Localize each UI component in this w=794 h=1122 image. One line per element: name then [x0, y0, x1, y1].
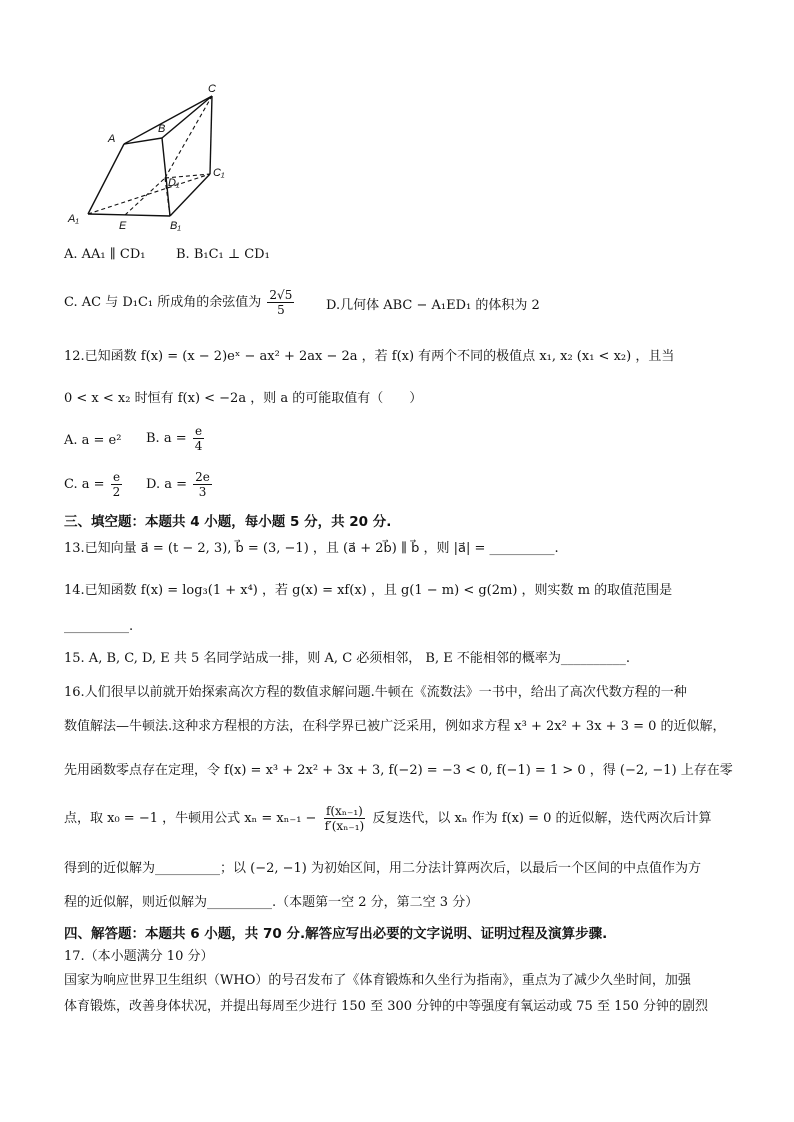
- fraction-denominator: 3: [198, 485, 207, 499]
- label-a1: A₁: [68, 213, 79, 225]
- q12-option-c-prefix: C. a =: [64, 477, 105, 492]
- q16-line4: [64, 804, 712, 833]
- section-4-heading: 四、解答题：本题共 6 小题，共 70 分.解答应写出必要的文字说明、证明过程及演算步骤.: [64, 926, 608, 942]
- label-d1: D₁: [168, 177, 180, 189]
- prism-figure: [60, 82, 240, 232]
- q12-option-d-fraction: [193, 470, 212, 499]
- newton-formula-fraction: [323, 804, 367, 833]
- q16-line5: 得到的近似解为__________；以 (−2, −1) 为初始区间，用二分法计算两次后，以最后一个区间的中点值作为方: [64, 861, 702, 876]
- label-b: B: [158, 123, 166, 135]
- label-c1: C₁: [213, 167, 225, 179]
- q12-option-c: [64, 470, 124, 499]
- q16-line1: 16.人们很早以前就开始探索高次方程的数值求解问题.牛顿在《流数法》一书中，给出了高次代数方程的一种: [64, 685, 687, 700]
- fraction-numerator: f(xₙ₋₁): [325, 804, 363, 818]
- fraction-denominator: 4: [194, 439, 203, 453]
- q12-option-d: [146, 470, 214, 499]
- fraction-numerator: e: [195, 424, 203, 438]
- q12-option-c-fraction: [111, 470, 123, 499]
- label-a: A: [108, 133, 116, 145]
- fraction-numerator: 2e: [195, 470, 210, 484]
- fraction-denominator: 5: [277, 303, 285, 317]
- q11-option-a: A. AA₁ ∥ CD₁: [64, 247, 146, 262]
- fraction-denominator: f′(xₙ₋₁): [324, 819, 365, 833]
- q12-option-b-fraction: [193, 424, 205, 453]
- q11-option-c-fraction: [267, 288, 294, 317]
- q11-option-b: B. B₁C₁ ⊥ CD₁: [176, 247, 270, 262]
- label-c: C: [208, 83, 216, 95]
- q17-line2: 体育锻炼，改善身体状况，并提出每周至少进行 150 至 300 分钟的中等强度有氧运动或 75 至 150 分钟的剧烈: [64, 999, 709, 1014]
- q11-option-c-prefix: C. AC 与 D₁C₁ 所成角的余弦值为: [64, 295, 262, 310]
- section-3-heading: 三、填空题：本题共 4 小题，每小题 5 分，共 20 分.: [64, 514, 392, 530]
- q16-line4-suffix: 反复迭代，以 xₙ 作为 f(x) = 0 的近似解，迭代两次后计算: [372, 811, 712, 826]
- q12-option-b-prefix: B. a =: [146, 431, 187, 446]
- q14-line2: __________.: [64, 619, 134, 634]
- q12-option-b: [146, 424, 206, 453]
- q11-option-c: [64, 288, 296, 317]
- q16-line4-prefix: 点，取 x₀ = −1 ，牛顿用公式 xₙ = xₙ₋₁ −: [64, 811, 317, 826]
- q11-option-d: D.几何体 ABC − A₁ED₁ 的体积为 2: [326, 298, 540, 313]
- q12-option-d-prefix: D. a =: [146, 477, 187, 492]
- label-b1: B₁: [170, 220, 181, 232]
- label-e: E: [119, 220, 127, 232]
- q16-line6: 程的近似解，则近似解为__________.（本题第一空 2 分，第二空 3 分）: [64, 895, 479, 910]
- q16-line3: 先用函数零点存在定理，令 f(x) = x³ + 2x² + 3x + 3, f(−2) = −3 < 0, f(−1) = 1 > 0 ，得 (−2, −1) 上存在零: [64, 763, 733, 778]
- q12-stem-line1: 12.已知函数 f(x) = (x − 2)eˣ − ax² + 2ax − 2a ，若 f(x) 有两个不同的极值点 x₁, x₂ (x₁ < x₂) ，且当: [64, 349, 675, 364]
- fraction-numerator: e: [112, 470, 121, 484]
- q15-text: 15. A, B, C, D, E 共 5 名同学站成一排，则 A, C 必须相邻， B, E 不能相邻的概率为__________.: [64, 651, 630, 666]
- q12-stem-line2: 0 < x < x₂ 时恒有 f(x) < −2a ，则 a 的可能取值有（ ）: [64, 391, 423, 406]
- q14-line1: 14.已知函数 f(x) = log₃(1 + x⁴) ，若 g(x) = xf(x) ，且 g(1 − m) < g(2m) ，则实数 m 的取值范围是: [64, 583, 673, 598]
- fraction-denominator: 2: [112, 485, 121, 499]
- fraction-numerator: 2√5: [269, 288, 293, 302]
- q17-header: 17.（本小题满分 10 分）: [64, 949, 214, 964]
- q13-text: 13.已知向量 a⃗ = (t − 2, 3), b⃗ = (3, −1) ，且 (a⃗ + 2b⃗) ∥ b⃗ ，则 |a⃗| = __________.: [64, 541, 559, 556]
- q12-option-a: A. a = e²: [64, 433, 122, 448]
- q16-line2: 数值解法—牛顿法.这种求方程根的方法，在科学界已被广泛采用，例如求方程 x³ + 2x² + 3x + 3 = 0 的近似解，: [64, 719, 726, 734]
- q17-line1: 国家为响应世界卫生组织（WHO）的号召发布了《体育锻炼和久坐行为指南》，重点为了减少久坐时间，加强: [64, 973, 691, 988]
